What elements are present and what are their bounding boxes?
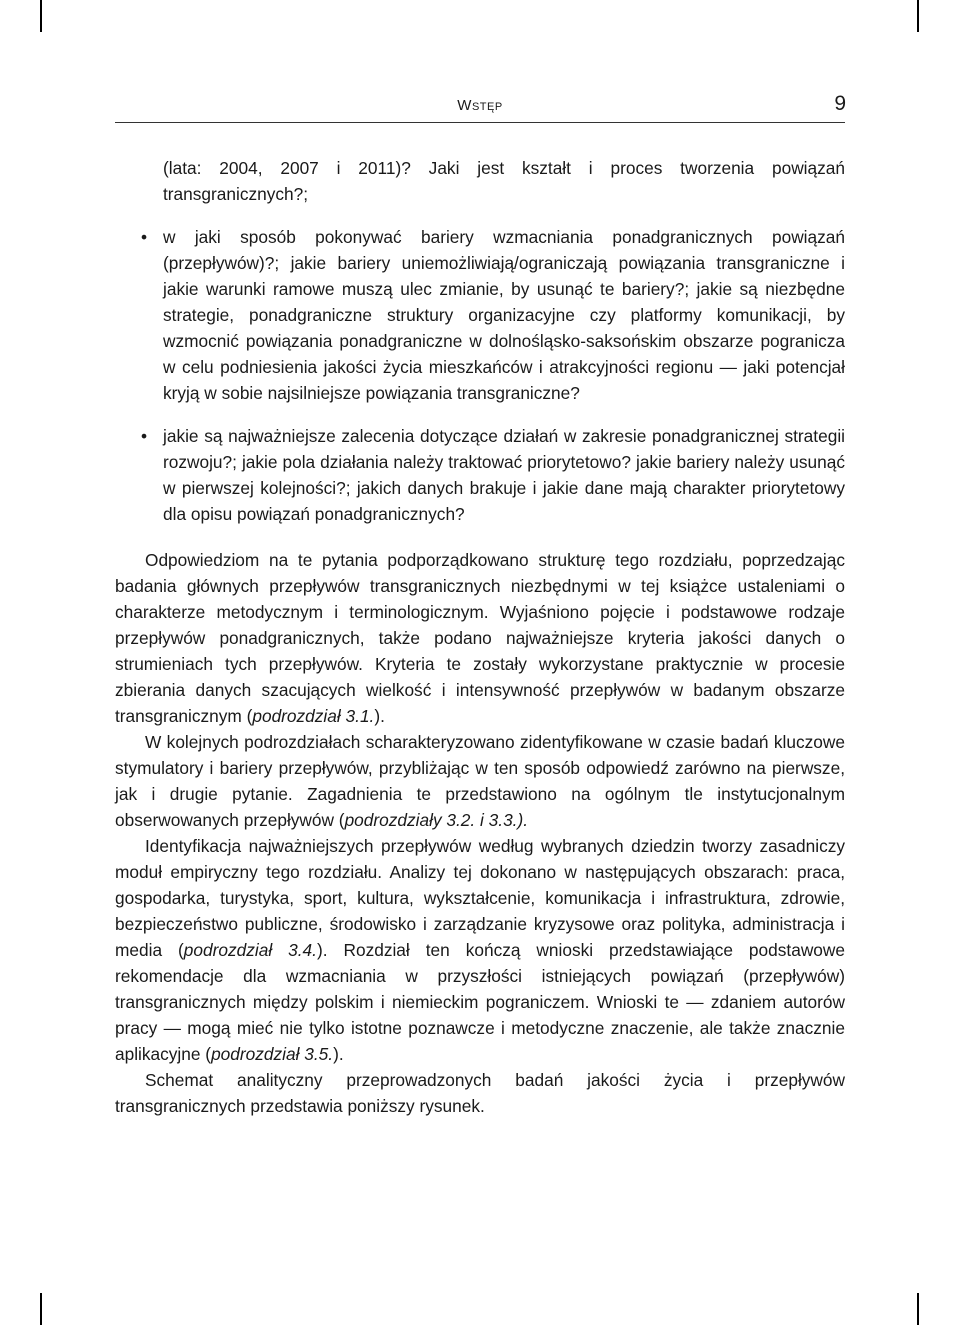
section-reference: podrozdział 3.5. (211, 1044, 334, 1064)
crop-mark-top-left (40, 0, 42, 32)
section-reference: podrozdział 3.1. (252, 706, 375, 726)
paragraph-3: Identyfikacja najważniejszych przepływów według wybranych dziedzin tworzy zasadniczy moduł empiryczny tego rozdziału. Analizy tej dokonano w następujących obszarach: praca, gospodarka, turystyka, sport, kultura, wykształcenie, komunikacja i infrastruktura, zdrowie, bezpieczeństwo publiczne, środowisko i zarządzanie kryzysowe oraz polityka, administracja i media (podrozdział 3.4.). Rozdział ten kończą wnioski przedstawiające podstawowe rekomendacje dla wzmacniania w przyszłości istniejących powiązań (przepływów) transgranicznych między polskim i niemieckim pograniczem. Wnioski te — zdaniem autorów pracy — mogą mieć nie tylko istotne poznawcze i metodyczne znaczenie, ale także znacznie aplikacyjne (podrozdział 3.5.). (115, 836, 845, 1064)
page-number: 9 (834, 92, 846, 115)
running-header-title: Wstęp (457, 97, 503, 114)
list-continuation: (lata: 2004, 2007 i 2011)? Jaki jest kształt i proces tworzenia powiązań transgranicznych?; (163, 158, 845, 204)
header-rule (115, 122, 845, 123)
crop-mark-top-right (917, 0, 919, 32)
paragraph-4: Schemat analityczny przeprowadzonych badań jakości życia i przepływów transgranicznych przedstawia poniższy rysunek. (115, 1070, 845, 1116)
paragraph-2: W kolejnych podrozdziałach scharakteryzowano zidentyfikowane w czasie badań kluczowe stymulatory i bariery przepływów, przybliżając w ten sposób odpowiedź zarówno na pierwsze, jak i drugie pytanie. Zagadnienia te przedstawiono na ogólnym tle instytucjonalnym obserwowanych przepływów (podrozdziały 3.2. i 3.3.). (115, 732, 845, 830)
list-item: • w jaki sposób pokonywać bariery wzmacniania ponadgranicznych powiązań (przepływów)?; jakie bariery uniemożliwiają/ograniczają powiązania transgraniczne i jakie warunki ramowe muszą ulec zmianie, by usunąć te bariery?; jakie są niezbędne strategie, ponadgraniczne struktury organizacyjne czy platformy komunikacji, by wzmocnić powiązania ponadgraniczne w dolnośląsko-saksońskim obszarze pogranicza w celu podniesienia jakości życia mieszkańców i atrakcyjności regionu — jaki potencjał kryją w sobie najsilniejsze powiązania transgraniczne? (163, 224, 845, 406)
section-reference: podrozdziały 3.2. i 3.3.). (344, 810, 529, 830)
crop-mark-bottom-right (917, 1293, 919, 1325)
paragraph-1: Odpowiedziom na te pytania podporządkowano strukturę tego rozdziału, poprzedzając badania głównych przepływów transgranicznych niezbędnymi w tej książce ustaleniami o charakterze metodycznym i terminologicznym. Wyjaśniono pojęcie i podstawowe rodzaje przepływów ponadgranicznych, także podano najważniejsze kryteria jakości danych o strumieniach tych przepływów. Kryteria te zostały wykorzystane praktycznie w procesie zbierania danych szacujących wielkość i intensywność przepływów w badanym obszarze transgranicznym (podrozdział 3.1.). (115, 550, 845, 726)
page-content (115, 155, 845, 1119)
list-item: • jakie są najważniejsze zalecenia dotyczące działań w zakresie ponadgranicznej strategii rozwoju?; jakie pola działania należy traktować priorytetowo? jakie bariery należy usunąć w pierwszej kolejności?; jakich danych brakuje i jakie dane mają charakter priorytetowy dla opisu powiązań ponadgranicznych? (163, 423, 845, 527)
body-text (115, 547, 845, 1119)
question-list (115, 155, 845, 527)
section-reference: podrozdział 3.4. (183, 940, 317, 960)
crop-mark-bottom-left (40, 1293, 42, 1325)
